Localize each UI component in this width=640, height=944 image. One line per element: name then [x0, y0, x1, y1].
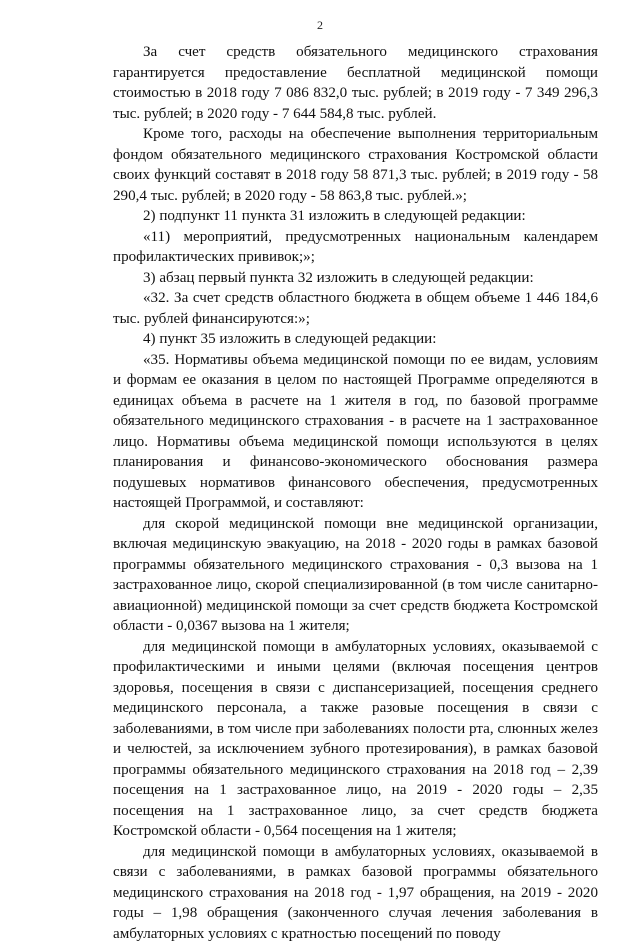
- paragraph-emergency-care: для скорой медицинской помощи вне медицинской организации, включая медицинскую эвакуацию, на 2018 - 2020 годы в рамках базовой программы обязательного медицинского страхования - 0,3 вызова на 1 застрахованное лицо, скорой специализированной (в том числе санитарно-авиационной) медицинской помощи за счет средств бюджета Костромской области - 0,0367 вызова на 1 жителя;: [113, 514, 598, 637]
- paragraph-point-35: «35. Нормативы объема медицинской помощи по ее видам, условиям и формам ее оказания в целом по настоящей Программе определяются в единицах объема в расчете на 1 жителя в год, по базовой программе обязательного медицинского страхования - в расчете на 1 застрахованное лицо. Нормативы объема медицинской помощи используются в целях планирования и финансово-экономического обоснования размера подушевых нормативов финансового обеспечения, предусмотренных настоящей Программой, и составляют:: [113, 350, 598, 514]
- page-number: 2: [0, 18, 640, 33]
- document-body: [113, 42, 598, 944]
- paragraph-amendment-3: 3) абзац первый пункта 32 изложить в следующей редакции:: [113, 268, 598, 289]
- paragraph-omc-guarantee: За счет средств обязательного медицинского страхования гарантируется предоставление бесплатной медицинской помощи стоимостью в 2018 году 7 086 832,0 тыс. рублей; в 2019 году - 7 349 296,3 тыс. рублей; в 2020 году - 7 644 584,8 тыс. рублей.: [113, 42, 598, 124]
- paragraph-ambulatory-disease: для медицинской помощи в амбулаторных условиях, оказываемой в связи с заболеваниями, в рамках базовой программы обязательного медицинского страхования на 2018 год - 1,97 обращения, на 2019 - 2020 годы – 1,98 обращения (законченного случая лечения заболевания в амбулаторных условиях с кратностью посещений по поводу: [113, 842, 598, 944]
- paragraph-amendment-4: 4) пункт 35 изложить в следующей редакции:: [113, 329, 598, 350]
- paragraph-amendment-2: 2) подпункт 11 пункта 31 изложить в следующей редакции:: [113, 206, 598, 227]
- paragraph-subpoint-11: «11) мероприятий, предусмотренных национальным календарем профилактических прививок;»;: [113, 227, 598, 268]
- paragraph-fund-expenses: Кроме того, расходы на обеспечение выполнения территориальным фондом обязательного медицинского страхования Костромской области своих функций составят в 2018 году 58 871,3 тыс. рублей; в 2019 году - 58 290,4 тыс. рублей; в 2020 году - 58 863,8 тыс. рублей.»;: [113, 124, 598, 206]
- paragraph-ambulatory-preventive: для медицинской помощи в амбулаторных условиях, оказываемой с профилактическими и иными целями (включая посещения центров здоровья, посещения в связи с диспансеризацией, посещения среднего медицинского персонала, а также разовые посещения в связи с заболеваниями, в том числе при заболеваниях полости рта, слюнных желез и челюстей, за исключением зубного протезирования), в рамках базовой программы обязательного медицинского страхования на 2018 год – 2,39 посещения на 1 застрахованное лицо, на 2019 - 2020 годы – 2,35 посещения на 1 застрахованное лицо, за счет средств бюджета Костромской области - 0,564 посещения на 1 жителя;: [113, 637, 598, 842]
- paragraph-point-32: «32. За счет средств областного бюджета в общем объеме 1 446 184,6 тыс. рублей финансируются:»;: [113, 288, 598, 329]
